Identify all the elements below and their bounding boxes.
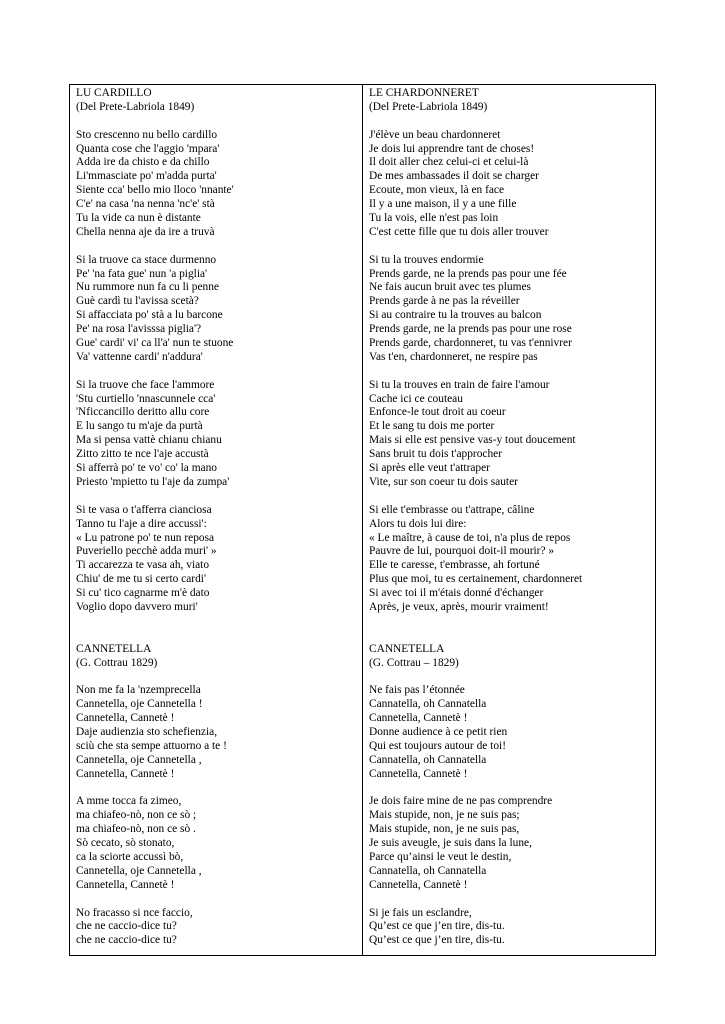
verse-line: 'Stu curtiello 'nnascunnele cca' (76, 392, 216, 405)
verse-line: Il y a une maison, il y a une fille (369, 198, 517, 211)
verse-line: Je suis aveugle, je suis dans la lune, (369, 837, 532, 850)
verse-line: Cannetella, Cannetè ! (76, 878, 175, 891)
verse-line: Mais stupide, non, je ne suis pas, (369, 823, 520, 836)
verse-line: Il doit aller chez celui-ci et celui-là (369, 156, 529, 169)
verse-line: CANNETELLA (369, 642, 445, 655)
verse-line: Si la truove che face l'ammore (76, 378, 215, 391)
verse-line: Adda ire da chisto e da chillo (76, 156, 210, 169)
stanza-gap (369, 893, 655, 907)
verse-line: Chiu' de me tu si certo cardi' (76, 573, 206, 586)
verse-line: Qu’est ce que j’en tire, dis-tu. (369, 934, 505, 947)
verse-line: De mes ambassades il doit se charger (369, 170, 539, 183)
verse-line: Cannetella, Cannetè ! (369, 767, 468, 780)
verse-line: Non me fa la 'nzemprecella (76, 684, 201, 697)
stanza-gap (369, 365, 655, 379)
stanza (369, 254, 655, 365)
verse-line: Si afferrà po' te vo' co' la mano (76, 462, 218, 475)
verse-line: LU CARDILLO (76, 87, 152, 99)
verse-line: Si au contraire tu la trouves au balcon (369, 309, 542, 322)
verse-line: Siente cca' bello mio lloco 'nnante' (76, 184, 234, 197)
verse-line: Parce qu’ainsi le veut le destin, (369, 851, 512, 863)
verse-line: sciù che sta sempe attuorno a te ! (76, 739, 227, 752)
verse-line: LE CHARDONNERET (369, 87, 479, 99)
verse-line: Cannatella, oh Cannatella (369, 753, 487, 766)
verse-line: Si elle t'embrasse ou t'attrape, câline (369, 503, 535, 516)
verse-line: Cannetella, oje Cannetella , (76, 864, 202, 877)
verse-line: J'élève un beau chardonneret (369, 128, 501, 141)
verse-line: Prends garde, chardonneret, tu vas t'ennivrer (369, 337, 572, 350)
verse-line: Sans bruit tu dois t'approcher (369, 448, 503, 461)
verse-line: Li'mmasciate po' m'adda purta' (76, 170, 217, 183)
verse-line: « Le maître, à cause de toi, n'a plus de repos (369, 531, 571, 544)
stanza-gap (76, 782, 362, 796)
verse-line: CANNETELLA (76, 642, 152, 655)
verse-line: Elle te caresse, t'embrasse, ah fortuné (369, 559, 540, 572)
stanza (76, 684, 362, 781)
song-heading (369, 87, 655, 115)
stanza-gap (76, 893, 362, 907)
stanza (76, 129, 362, 240)
stanza (369, 907, 655, 949)
verse-line: Cannetella, Cannetè ! (76, 712, 175, 725)
verse-line: ca la sciorte accussì bò, (76, 851, 184, 863)
verse-line: Cannetella, oje Cannetella ! (76, 698, 203, 711)
verse-line: Cannetella, Cannetè ! (369, 878, 468, 891)
verse-line: Sò cecato, sò stonato, (76, 837, 175, 850)
verse-line: Qui est toujours autour de toi! (369, 739, 506, 752)
verse-line: Cannetella, oje Cannetella , (76, 753, 202, 766)
verse-line: Si après elle veut t'attraper (369, 462, 490, 475)
verse-line: Quanta cose che l'aggio 'mpara' (76, 142, 220, 155)
stanza-gap (76, 490, 362, 504)
verse-line: Ecoute, mon vieux, là en face (369, 184, 505, 197)
verse-line: Tu la vide ca nun è distante (76, 212, 201, 225)
song-heading (76, 643, 362, 671)
verse-line: (G. Cottrau – 1829) (369, 656, 459, 669)
stanza (76, 254, 362, 365)
verse-line: Mais si elle est pensive vas-y tout doucement (369, 434, 576, 447)
verse-line: (Del Prete-Labriola 1849) (76, 100, 195, 113)
verse-line: C'est cette fille que tu dois aller trouver (369, 225, 549, 238)
verse-line: Cannetella, Cannetè ! (369, 712, 468, 725)
verse-line: C'e' na casa 'na nenna 'nc'e' stà (76, 198, 215, 211)
verse-line: Cannetella, Cannetè ! (76, 767, 175, 780)
verse-line: Pauvre de lui, pourquoi doit-il mourir? » (369, 545, 555, 558)
verse-line: (Del Prete-Labriola 1849) (369, 100, 488, 113)
verse-line: Si tu la trouves en train de faire l'amour (369, 378, 550, 391)
verse-line: Je dois faire mine de ne pas comprendre (369, 795, 553, 808)
verse-line: Prends garde à ne pas la réveiller (369, 295, 520, 308)
stanza (369, 795, 655, 892)
stanza-gap (369, 782, 655, 796)
verse-line: Vite, sur son coeur tu dois sauter (369, 475, 518, 488)
verse-line: E lu sango tu m'aje da purtà (76, 420, 203, 433)
verse-line: Gue' cardi' vi' ca ll'a' nun te stuone (76, 337, 234, 350)
verse-line: Qu’est ce que j’en tire, dis-tu. (369, 920, 505, 933)
verse-line: ma chiafeo-nò, non ce sò ; (76, 809, 197, 822)
stanza-gap (369, 490, 655, 504)
verse-line: Zitto zitto te nce l'aje accustà (76, 448, 209, 461)
verse-line: che ne caccio-dice tu? (76, 934, 177, 947)
verse-line: ma chiafeo-nò, non ce sò . (76, 823, 196, 836)
verse-line: (G. Cottrau 1829) (76, 656, 158, 669)
verse-line: Vas t'en, chardonneret, ne respire pas (369, 350, 538, 363)
stanza-gap (369, 115, 655, 129)
verse-line: Si affacciata po' stà a lu barcone (76, 309, 223, 322)
verse-line: Tu la vois, elle n'est pas loin (369, 212, 499, 225)
verse-line: Priesto 'mpietto tu l'aje da zumpa' (76, 475, 230, 488)
verse-line: Enfonce-le tout droit au coeur (369, 406, 506, 419)
verse-line: che ne caccio-dice tu? (76, 920, 177, 933)
verse-line: Et le sang tu dois me porter (369, 420, 495, 433)
verse-line: Si te vasa o t'afferra cianciosa (76, 503, 212, 516)
stanza-gap (76, 240, 362, 254)
stanza (369, 504, 655, 615)
song-heading (76, 87, 362, 115)
verse-line: No fracasso si nce faccio, (76, 906, 193, 919)
stanza (369, 129, 655, 240)
stanza (76, 795, 362, 892)
stanza (76, 504, 362, 615)
stanza-gap (369, 670, 655, 684)
stanza-gap (76, 670, 362, 684)
verse-line: Voglio dopo davvero muri' (76, 600, 198, 613)
lyrics-table (69, 84, 656, 956)
verse-line: Cache ici ce couteau (369, 392, 463, 405)
verse-line: Si avec toi il m'étais donné d'échanger (369, 587, 544, 600)
verse-line: Donne audience à ce petit rien (369, 725, 508, 738)
verse-line: Chella nenna aje da ire a truvà (76, 225, 215, 238)
stanza-gap (76, 615, 362, 643)
verse-line: Ti accarezza te vasa ah, viato (76, 559, 210, 572)
verse-line: Tanno tu l'aje a dire accussi': (76, 517, 207, 530)
verse-line: A mme tocca fa zimeo, (76, 795, 182, 808)
verse-line: Si cu' tico cagnarme m'è dato (76, 587, 210, 600)
stanza (76, 907, 362, 949)
verse-line: Cannatella, oh Cannatella (369, 698, 487, 711)
stanza-gap (369, 615, 655, 643)
verse-line: Après, je veux, après, mourir vraiment! (369, 600, 549, 613)
verse-line: Ne fais pas l’étonnée (369, 684, 465, 697)
verse-line: Je dois lui apprendre tant de choses! (369, 142, 535, 155)
stanza-gap (369, 240, 655, 254)
stanza-gap (76, 115, 362, 129)
verse-line: Mais stupide, non, je ne suis pas; (369, 809, 520, 822)
verse-line: Alors tu dois lui dire: (369, 517, 467, 530)
stanza (369, 379, 655, 490)
verse-line: Pe' na rosa l'avisssa piglia'? (76, 323, 202, 336)
verse-line: Si tu la trouves endormie (369, 253, 484, 266)
verse-line: Guè cardì tu l'avissa scetà? (76, 295, 199, 308)
neapolitan-column (70, 85, 363, 955)
stanza (369, 684, 655, 781)
verse-line: Prends garde, ne la prends pas pour une fée (369, 267, 567, 280)
verse-line: Prends garde, ne la prends pas pour une rose (369, 323, 572, 336)
verse-line: 'Nficcancillo deritto allu core (76, 406, 210, 419)
verse-line: Va' vattenne cardi' n'addura' (76, 350, 203, 363)
french-column (363, 85, 655, 955)
verse-line: « Lu patrone po' te nun reposa (76, 531, 215, 544)
verse-line: Daje audienzia sto schefienzia, (76, 725, 218, 738)
verse-line: Cannatella, oh Cannatella (369, 864, 487, 877)
verse-line: Nu rummore nun fa cu li penne (76, 281, 219, 294)
verse-line: Ma si pensa vattè chianu chianu (76, 434, 222, 447)
stanza (76, 379, 362, 490)
verse-line: Pe' 'na fata gue' nun 'a piglia' (76, 267, 208, 280)
verse-line: Ne fais aucun bruit avec tes plumes (369, 281, 531, 294)
verse-line: Puveriello pecchè adda muri' » (76, 545, 217, 558)
verse-line: Si la truove ca stace durmenno (76, 253, 217, 266)
song-heading (369, 643, 655, 671)
verse-line: Plus que moi, tu es certainement, chardonneret (369, 573, 583, 586)
stanza-gap (76, 365, 362, 379)
verse-line: Si je fais un esclandre, (369, 906, 472, 919)
verse-line: Sto crescenno nu bello cardillo (76, 128, 218, 141)
